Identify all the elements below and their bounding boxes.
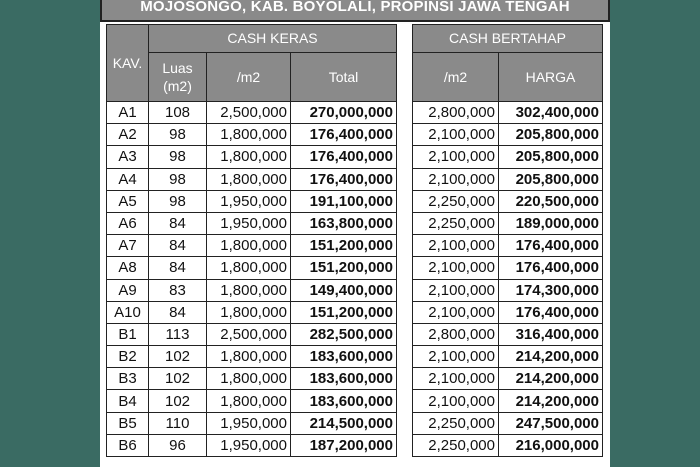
luas-cell: 110: [149, 412, 207, 434]
cash-bertahap-body: [413, 102, 603, 457]
luas-cell: 98: [149, 146, 207, 168]
price-per-m2-cell: 1,800,000: [207, 301, 291, 323]
harga-header: HARGA: [499, 53, 603, 102]
table-row: [107, 257, 397, 279]
price-per-m2-bertahap-cell: 2,100,000: [413, 368, 499, 390]
price-per-m2-cell: 1,800,000: [207, 390, 291, 412]
total-cell: 163,800,000: [291, 212, 397, 234]
total-cell: 176,400,000: [291, 124, 397, 146]
luas-cell: 98: [149, 190, 207, 212]
kav-cell: A9: [107, 279, 149, 301]
table-row: [107, 168, 397, 190]
table-row: [107, 434, 397, 456]
kav-cell: A2: [107, 124, 149, 146]
luas-cell: 84: [149, 301, 207, 323]
total-cell: 270,000,000: [291, 102, 397, 124]
total-cell: 151,200,000: [291, 257, 397, 279]
kav-cell: A4: [107, 168, 149, 190]
table-row: [413, 412, 603, 434]
table-row: [107, 412, 397, 434]
price-per-m2-bertahap-cell: 2,250,000: [413, 434, 499, 456]
price-per-m2-cell: 1,800,000: [207, 168, 291, 190]
price-per-m2-cell: 1,950,000: [207, 190, 291, 212]
total-cell: 151,200,000: [291, 235, 397, 257]
luas-cell: 84: [149, 212, 207, 234]
table-row: [107, 323, 397, 345]
table-row: [107, 346, 397, 368]
harga-cell: 214,200,000: [499, 346, 603, 368]
price-per-m2-bertahap-cell: 2,250,000: [413, 412, 499, 434]
cash-keras-table: [106, 24, 397, 457]
cash-bertahap-header: CASH BERTAHAP: [413, 25, 603, 53]
table-row: [107, 279, 397, 301]
table-row: [413, 390, 603, 412]
harga-cell: 214,200,000: [499, 390, 603, 412]
price-per-m2-bertahap-cell: 2,800,000: [413, 323, 499, 345]
luas-label: Luas: [162, 60, 193, 76]
kav-cell: B2: [107, 346, 149, 368]
total-header: Total: [291, 53, 397, 102]
total-cell: 183,600,000: [291, 368, 397, 390]
table-row: [413, 323, 603, 345]
luas-unit-label: (m2): [163, 78, 192, 94]
harga-cell: 205,800,000: [499, 168, 603, 190]
cash-keras-body: [107, 102, 397, 457]
harga-cell: 205,800,000: [499, 124, 603, 146]
kav-cell: B6: [107, 434, 149, 456]
price-per-m2-bertahap-cell: 2,100,000: [413, 146, 499, 168]
table-row: [107, 212, 397, 234]
luas-cell: 113: [149, 323, 207, 345]
kav-cell: B1: [107, 323, 149, 345]
price-sheet: [100, 0, 610, 467]
kav-cell: A1: [107, 102, 149, 124]
harga-cell: 247,500,000: [499, 412, 603, 434]
total-cell: 149,400,000: [291, 279, 397, 301]
total-cell: 183,600,000: [291, 390, 397, 412]
price-per-m2-cell: 1,950,000: [207, 212, 291, 234]
table-row: [413, 368, 603, 390]
kav-cell: B5: [107, 412, 149, 434]
table-row: [107, 146, 397, 168]
price-per-m2-bertahap-cell: 2,250,000: [413, 212, 499, 234]
price-per-m2-cell: 1,950,000: [207, 434, 291, 456]
total-cell: 183,600,000: [291, 346, 397, 368]
luas-cell: 84: [149, 235, 207, 257]
luas-cell: 98: [149, 124, 207, 146]
price-per-m2-cell: 2,500,000: [207, 323, 291, 345]
table-row: [413, 301, 603, 323]
table-row: [413, 434, 603, 456]
harga-cell: 205,800,000: [499, 146, 603, 168]
price-per-m2-bertahap-cell: 2,100,000: [413, 301, 499, 323]
harga-cell: 316,400,000: [499, 323, 603, 345]
price-per-m2-bertahap-cell: 2,100,000: [413, 257, 499, 279]
table-row: [413, 168, 603, 190]
price-per-m2-bertahap-cell: 2,100,000: [413, 346, 499, 368]
price-per-m2-cell: 1,800,000: [207, 257, 291, 279]
luas-cell: 96: [149, 434, 207, 456]
harga-cell: 220,500,000: [499, 190, 603, 212]
price-per-m2-cell: 1,800,000: [207, 124, 291, 146]
harga-cell: 176,400,000: [499, 257, 603, 279]
luas-cell: 83: [149, 279, 207, 301]
table-row: [413, 190, 603, 212]
table-row: [413, 124, 603, 146]
kav-header: KAV.: [107, 25, 149, 102]
luas-cell: 102: [149, 390, 207, 412]
harga-cell: 216,000,000: [499, 434, 603, 456]
luas-header: [149, 53, 207, 102]
price-per-m2-cell: 1,800,000: [207, 146, 291, 168]
luas-cell: 102: [149, 368, 207, 390]
kav-cell: B3: [107, 368, 149, 390]
table-row: [107, 235, 397, 257]
table-row: [413, 102, 603, 124]
harga-cell: 214,200,000: [499, 368, 603, 390]
price-per-m2-bertahap-cell: 2,100,000: [413, 279, 499, 301]
location-banner: MOJOSONGO, KAB. BOYOLALI, PROPINSI JAWA TENGAH: [100, 0, 610, 22]
table-row: [107, 190, 397, 212]
price-per-m2-cell: 1,800,000: [207, 279, 291, 301]
price-per-m2-cell: 1,800,000: [207, 235, 291, 257]
price-per-m2-cell: 2,500,000: [207, 102, 291, 124]
kav-cell: A6: [107, 212, 149, 234]
price-per-m2-bertahap-cell: 2,250,000: [413, 190, 499, 212]
price-per-m2-bertahap-cell: 2,800,000: [413, 102, 499, 124]
total-cell: 176,400,000: [291, 168, 397, 190]
price-per-m2-bertahap-cell: 2,100,000: [413, 390, 499, 412]
luas-cell: 108: [149, 102, 207, 124]
total-cell: 187,200,000: [291, 434, 397, 456]
price-per-m2-cell: 1,800,000: [207, 368, 291, 390]
per-m2-bertahap-header: /m2: [413, 53, 499, 102]
table-row: [107, 102, 397, 124]
table-row: [413, 279, 603, 301]
harga-cell: 176,400,000: [499, 301, 603, 323]
harga-cell: 174,300,000: [499, 279, 603, 301]
luas-cell: 84: [149, 257, 207, 279]
total-cell: 151,200,000: [291, 301, 397, 323]
price-per-m2-cell: 1,950,000: [207, 412, 291, 434]
table-row: [107, 390, 397, 412]
table-row: [413, 146, 603, 168]
table-row: [107, 301, 397, 323]
kav-cell: A3: [107, 146, 149, 168]
harga-cell: 176,400,000: [499, 235, 603, 257]
harga-cell: 302,400,000: [499, 102, 603, 124]
luas-cell: 98: [149, 168, 207, 190]
luas-cell: 102: [149, 346, 207, 368]
table-row: [413, 346, 603, 368]
kav-cell: A7: [107, 235, 149, 257]
table-row: [107, 124, 397, 146]
kav-cell: A5: [107, 190, 149, 212]
table-row: [413, 257, 603, 279]
price-per-m2-bertahap-cell: 2,100,000: [413, 168, 499, 190]
cash-keras-header: CASH KERAS: [149, 25, 397, 53]
table-row: [107, 368, 397, 390]
table-row: [413, 235, 603, 257]
kav-cell: B4: [107, 390, 149, 412]
total-cell: 282,500,000: [291, 323, 397, 345]
price-per-m2-bertahap-cell: 2,100,000: [413, 124, 499, 146]
per-m2-header: /m2: [207, 53, 291, 102]
total-cell: 191,100,000: [291, 190, 397, 212]
price-per-m2-cell: 1,800,000: [207, 346, 291, 368]
price-per-m2-bertahap-cell: 2,100,000: [413, 235, 499, 257]
total-cell: 176,400,000: [291, 146, 397, 168]
kav-cell: A10: [107, 301, 149, 323]
harga-cell: 189,000,000: [499, 212, 603, 234]
total-cell: 214,500,000: [291, 412, 397, 434]
table-row: [413, 212, 603, 234]
kav-cell: A8: [107, 257, 149, 279]
cash-bertahap-table: [412, 24, 603, 457]
